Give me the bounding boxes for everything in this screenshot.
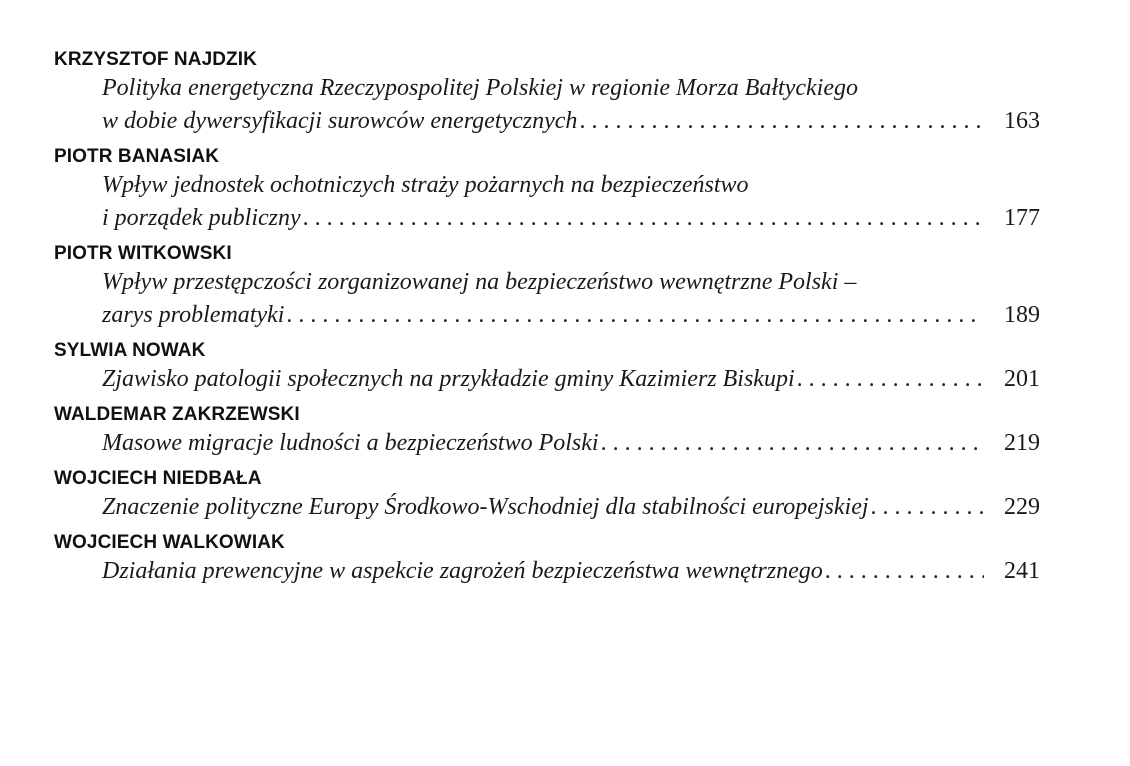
dot-leader (303, 202, 984, 235)
chapter-title-text: Znaczenie polityczne Europy Środkowo-Wschodniej dla stabilności europejskiej (102, 494, 869, 520)
page-number: 177 (1004, 205, 1040, 231)
chapter-title-line: Wpływ jednostek ochotniczych straży pożarnych na bezpieczeństwo (102, 172, 749, 198)
chapter-title-last-line (102, 555, 1040, 588)
dot-leader (601, 427, 984, 460)
dot-leader (797, 363, 984, 396)
chapter-title-text: i porządek publiczny (102, 205, 301, 231)
chapter-title-text: Masowe migracje ludności a bezpieczeństwo Polski (102, 430, 599, 456)
chapter-title-last-line (102, 363, 1040, 396)
author-name: SYLWIA NOWAK (54, 340, 206, 361)
dot-leader (286, 299, 984, 332)
author-name: WALDEMAR ZAKRZEWSKI (54, 404, 300, 425)
chapter-title-line: Polityka energetyczna Rzeczypospolitej Polskiej w regionie Morza Bałtyckiego (102, 75, 858, 101)
page-number: 229 (1004, 494, 1040, 520)
chapter-title-last-line (102, 491, 1040, 524)
page-number: 241 (1004, 558, 1040, 584)
toc-entry (54, 145, 1040, 235)
dot-leader (579, 105, 984, 138)
page-number: 189 (1004, 302, 1040, 328)
chapter-title-line: Wpływ przestępczości zorganizowanej na bezpieczeństwo wewnętrzne Polski – (102, 269, 857, 295)
page-number: 163 (1004, 108, 1040, 134)
toc-entry (54, 48, 1040, 138)
page-number: 219 (1004, 430, 1040, 456)
author-name: WOJCIECH NIEDBAŁA (54, 468, 262, 489)
page-number: 201 (1004, 366, 1040, 392)
author-name: KRZYSZTOF NAJDZIK (54, 49, 257, 70)
toc-entry (54, 403, 1040, 460)
chapter-title-last-line (102, 105, 1040, 138)
toc-entry (54, 242, 1040, 332)
dot-leader (825, 555, 984, 588)
table-of-contents (54, 48, 1040, 595)
chapter-title-text: Działania prewencyjne w aspekcie zagrożeń bezpieczeństwa wewnętrznego (102, 558, 823, 584)
author-name: PIOTR WITKOWSKI (54, 243, 232, 264)
toc-entry (54, 339, 1040, 396)
dot-leader (871, 491, 984, 524)
chapter-title-last-line (102, 427, 1040, 460)
author-name: WOJCIECH WALKOWIAK (54, 532, 285, 553)
chapter-title-text: zarys problematyki (102, 302, 285, 328)
toc-entry (54, 467, 1040, 524)
toc-entry (54, 531, 1040, 588)
author-name: PIOTR BANASIAK (54, 146, 220, 167)
chapter-title-text: w dobie dywersyfikacji surowców energetycznych (102, 108, 578, 134)
chapter-title-last-line (102, 299, 1040, 332)
chapter-title-last-line (102, 202, 1040, 235)
chapter-title-text: Zjawisko patologii społecznych na przykładzie gminy Kazimierz Biskupi (102, 366, 795, 392)
